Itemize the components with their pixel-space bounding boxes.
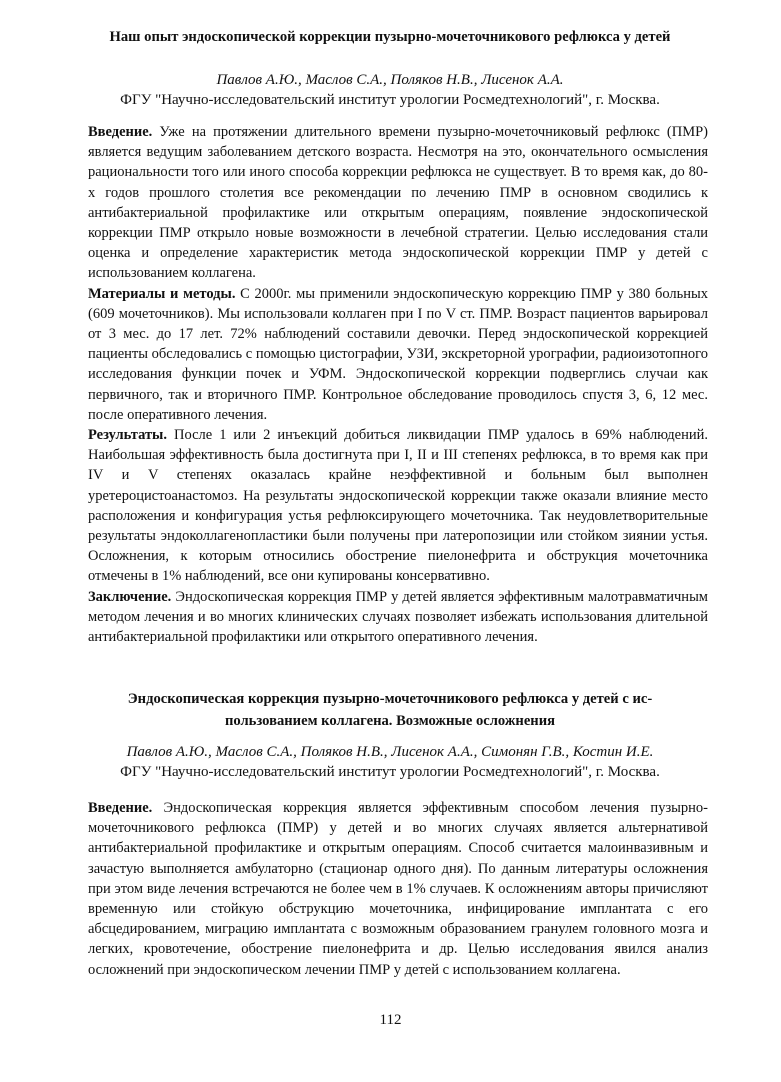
article2-intro-heading: Введение. <box>88 800 153 816</box>
article1-body <box>88 122 708 647</box>
article2-intro-paragraph <box>88 798 708 980</box>
conclusion-heading: Заключение. <box>88 588 172 605</box>
methods-heading: Материалы и методы. <box>88 285 236 302</box>
intro-text: Уже на протяжении длительного времени пузырно-мочеточниковый рефлюкс (ПМР) является ведущим заболеванием детского возраста. Несмотря на это, окончательного осмысления рациональности того или иного способа коррекции рефлюкса не существует. В то время как, до 80-х годов прошлого столетия все рекомендации по лечению ПМР в основном сводились к антибактериальной профилактике или открытым операциям, появление эндоскопической коррекции ПМР открыло новые возможности в лечебной стратегии. Целью исследования стали оценка и определение характеристик метода эндоскопической коррекции ПМР у детей с использованием коллагена. <box>88 124 708 282</box>
intro-heading: Введение. <box>88 124 153 140</box>
results-heading: Результаты. <box>88 427 168 444</box>
article2-affiliation: ФГУ "Научно-исследовательский институт урологии Росмедтехнологий", г. Москва. <box>120 764 660 780</box>
article2-intro-text: Эндоскопическая коррекция является эффективным способом лечения пузырно-мочеточникового рефлюкса (ПМР) у детей и во многих случаях является альтернативой антибактериальной профилактике и открытым операциям. Способ считается малоинвазивным и зачастую выполняется амбулаторно (стационар одного дня). По данным литературы осложнения при этом виде лечения встречаются не более чем в 1% случаев. К осложнениям авторы причисляют временную или стойкую обструкцию мочеточника, инфицирование имплантата с его абсцедированием, миграцию имплантата с возможным образованием гранулем головного мозга и легких, кровотечение, обострение пиелонефрита и др. Целью исследования явился анализ осложнений при эндоскопическом лечении ПМР у детей с использованием коллагена. <box>88 800 708 978</box>
article1-conclusion-paragraph <box>88 587 708 648</box>
article1-results-paragraph <box>88 425 708 587</box>
article2-body <box>88 798 708 980</box>
article1-authors: Павлов А.Ю., Маслов С.А., Поляков Н.В., Лисенок А.А. <box>216 72 564 88</box>
article1-methods-paragraph <box>88 284 708 425</box>
article2-title-line1: Эндоскопическая коррекция пузырно-мочеточникового рефлюкса у детей с ис- <box>127 691 653 707</box>
article1-intro-paragraph <box>88 122 708 284</box>
article2-title-line2: пользованием коллагена. Возможные осложнения <box>224 713 556 729</box>
article2-authors: Павлов А.Ю., Маслов С.А., Поляков Н.В., Лисенок А.А., Симонян Г.В., Костин И.Е. <box>126 744 654 760</box>
article2-title <box>70 688 710 732</box>
article1-affiliation: ФГУ "Научно-исследовательский институт урологии Росмедтехнологий", г. Москва. <box>120 92 660 108</box>
methods-text: С 2000г. мы применили эндоскопическую коррекцию ПМР у 380 больных (609 мочеточников). Мы использовали коллаген при I по V ст. ПМР. Возраст пациентов варьировал от 3 мес. до 17 лет. 72% наблюдений составили девочки. Перед эндоскопической коррекцией пациенты обследовались с помощью цистографии, УЗИ, экскреторной урографии, радиоизотопного исследования функции почек и УФМ. Эндоскопической коррекции подверглись случаи как первичного, так и вторичного ПМР. Контрольное обследование проводилось спустя 3, 6, 12 мес. после оперативного лечения. <box>88 285 708 423</box>
article1-title: Наш опыт эндоскопической коррекции пузырно-мочеточникового рефлюкса у детей <box>109 29 671 45</box>
results-text: После 1 или 2 инъекций добиться ликвидации ПМР удалось в 69% наблюдений. Наибольшая эффективность была достигнута при I, II и III степенях рефлюкса, в то время как при IV и V степенях оказалась крайне неэффективной и больным был выполнен уретероцистоанастомоз. На результаты эндоскопической коррекции также оказали влияние место расположения и конфигурация устья рефлюксирующего мочеточника. Так неудовлетворительные результаты эндоколлагенопластики были получены при латеропозиции или стойком зиянии устья. Осложнения, к которым относились обострение пиелонефрита и обструкция мочеточника отмечены в 1% наблюдений, все они купированы консервативно. <box>88 427 708 585</box>
page-number: 112 <box>379 1012 402 1028</box>
conclusion-text: Эндоскопическая коррекция ПМР у детей является эффективным малотравматичным методом лечения и во многих клинических случаях позволяет избежать использования длительной антибактериальной профилактики или открытого оперативного лечения. <box>88 588 708 646</box>
